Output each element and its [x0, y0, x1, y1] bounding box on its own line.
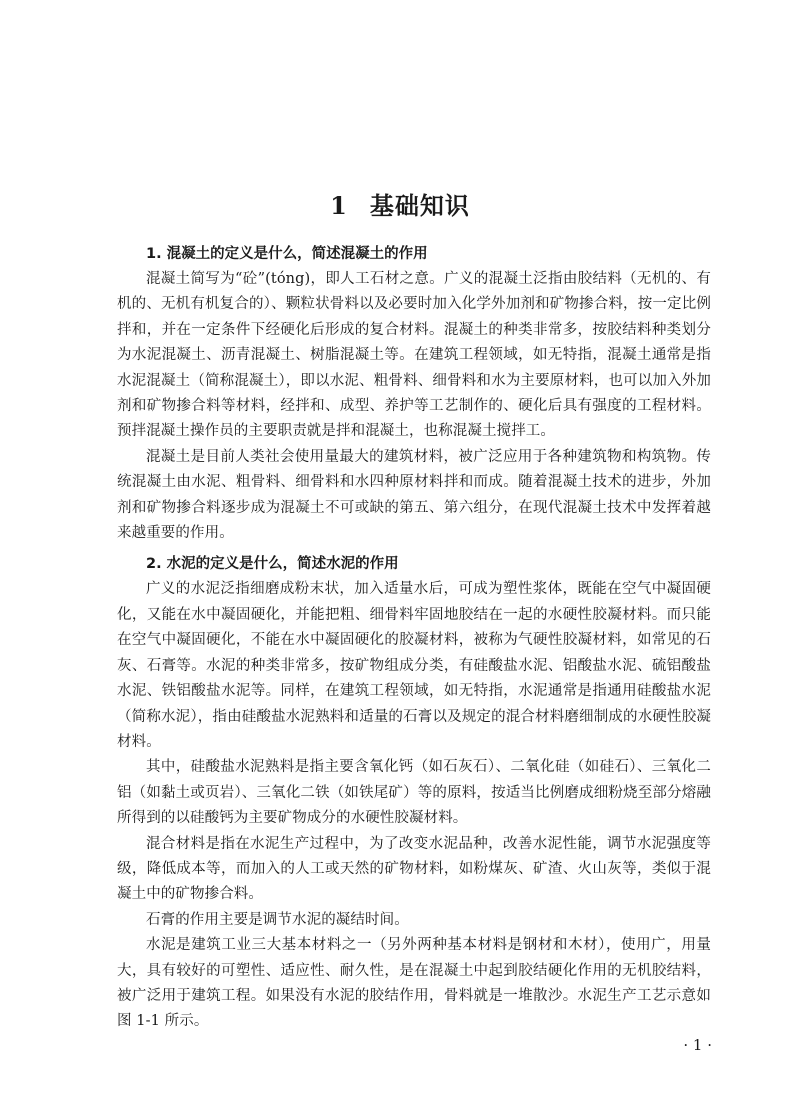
paragraph: 水泥是建筑工业三大基本材料之一（另外两种基本材料是钢材和木材），使用广，用量大，具有较好的可塑性、适应性、耐久性，是在混凝土中起到胶结硬化作用的无机胶结料，被广泛用于建筑工程。如果没有水泥的胶结作用，骨料就是一堆散沙。水泥生产工艺示意如图 1-1 所示。	[117, 937, 711, 1030]
chapter-title-text: 基础知识	[369, 192, 470, 221]
paragraph: 混凝土简写为“砼”(tóng)，即人工石材之意。广义的混凝土泛指由胶结料（无机的、有机的、无机有机复合的）、颗粒状骨料以及必要时加入化学外加剂和矿物掺合料，按一定比例拌和，并在一定条件下经硬化后形成的复合材料。混凝土的种类非常多，按胶结料种类划分为水泥混凝土、沥青混凝土、树脂混凝土等。在建筑工程领域，如无特指，混凝土通常是指水泥混凝土（简称混凝土），即以水泥、粗骨料、细骨料和水为主要原材料，也可以加入外加剂和矿物掺合料等材料，经拌和、成型、养护等工艺制作的、硬化后具有强度的工程材料。预拌混凝土操作员的主要职责就是拌和混凝土，也称混凝土搅拌工。	[117, 271, 711, 440]
paragraph: 广义的水泥泛指细磨成粉末状，加入适量水后，可成为塑性浆体，既能在空气中凝固硬化，又能在水中凝固硬化，并能把粗、细骨料牢固地胶结在一起的水硬性胶凝材料。而只能在空气中凝固硬化，不能在水中凝固硬化的胶凝材料，被称为气硬性胶凝材料，如常见的石灰、石膏等。水泥的种类非常多，按矿物组成分类，有硅酸盐水泥、铝酸盐水泥、硫铝酸盐水泥、铁铝酸盐水泥等。同样，在建筑工程领域，如无特指，水泥通常是指通用硅酸盐水泥（简称水泥），指由硅酸盐水泥熟料和适量的石膏以及规定的混合材料磨细制成的水硬性胶凝材料。	[117, 581, 711, 750]
section-heading-cement: 2. 水泥的定义是什么，简述水泥的作用	[146, 556, 399, 573]
chapter-title	[0, 186, 800, 221]
page-number: · 1 ·	[683, 1036, 712, 1054]
paragraph: 其中，硅酸盐水泥熟料是指主要含氧化钙（如石灰石）、二氧化硅（如硅石）、三氧化二铝（如黏土或页岩）、三氧化二铁（如铁尾矿）等的原料，按适当比例磨成细粉烧至部分熔融所得到的以硅酸钙为主要矿物成分的水硬性胶凝材料。	[117, 759, 711, 827]
paragraph: 混凝土是目前人类社会使用量最大的建筑材料，被广泛应用于各种建筑物和构筑物。传统混凝土由水泥、粗骨料、细骨料和水四种原材料拌和而成。随着混凝土技术的进步，外加剂和矿物掺合料逐步成为混凝土不可或缺的第五、第六组分，在现代混凝土技术中发挥着越来越重要的作用。	[117, 448, 711, 542]
paragraph: 石膏的作用主要是调节水泥的凝结时间。	[146, 911, 409, 928]
body-content	[117, 242, 711, 1035]
chapter-number: 1	[330, 191, 348, 221]
paragraph: 混合材料是指在水泥生产过程中，为了改变水泥品种，改善水泥性能，调节水泥强度等级，降低成本等，而加入的人工或天然的矿物材料，如粉煤灰、矿渣、火山灰等，类似于混凝土中的矿物掺合料。	[117, 835, 711, 903]
section-heading-concrete: 1. 混凝土的定义是什么，简述混凝土的作用	[146, 246, 428, 262]
